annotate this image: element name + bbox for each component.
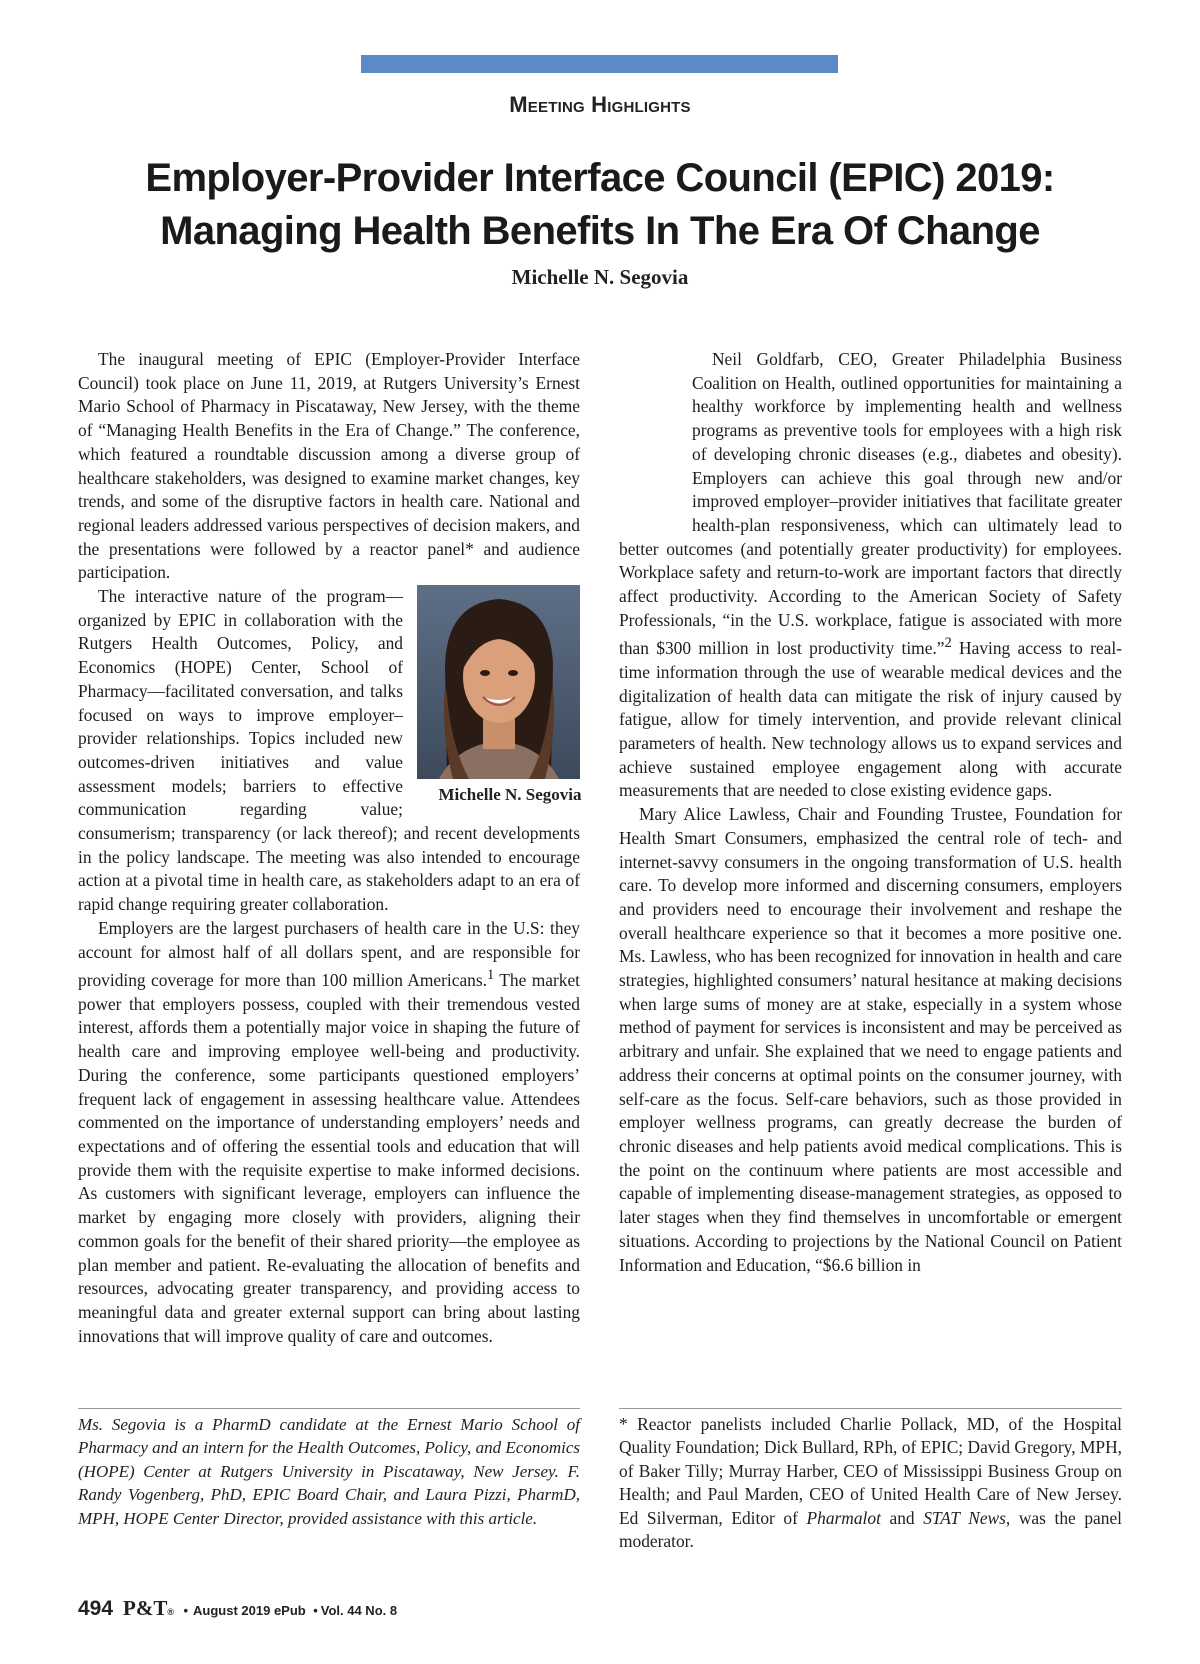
paragraph-goldfarb — [619, 348, 1122, 803]
reactor-footnote — [619, 1413, 1122, 1553]
footnote-rule-left — [78, 1408, 580, 1409]
paragraph-program — [78, 585, 580, 917]
volume-info: Vol. 44 No. 8 — [320, 1603, 398, 1618]
title-line-1: Employer-Provider Interface Council (EPIC) 2019: — [145, 156, 1055, 200]
page-footer — [78, 1596, 397, 1621]
paragraph-lawless: Mary Alice Lawless, Chair and Founding Trustee, Foundation for Health Smart Consumers, emphasized the central role of tech- and internet-savvy consumers in the ongoing transformation of U.S. health care. To develop more informed and discerning consumers, employers and providers need to encourage their involvement and reshape the overall healthcare experience so that it becomes a more positive one. Ms. Lawless, who has been recognized for innovation in health and care strategies, highlighted consumers’ natural hesitance at making decisions when large sums of money are at stake, especially in a system whose method of payment for services is inconsistent and may be perceived as arbitrary and unfair. She explained that we need to engage patients and address their concerns at optimal points on the consumer journey, with self-care as the focus. Self-care behaviors, such as those provided in employer wellness programs, can greatly decrease the burden of chronic diseases and help patients avoid medical complications. This is the point on the continuum where patients are most accessible and capable of implementing disease-management strategies, as opposed to later stages when they find themselves in uncomfortable or emergent situations. According to projections by the National Council on Patient Information and Education, “$6.6 billion in — [619, 804, 1122, 1275]
reference-marker: 2 — [944, 635, 952, 652]
section-label: Meeting Highlights — [509, 92, 691, 117]
right-column — [619, 348, 1122, 1277]
registered-mark: ® — [167, 1607, 175, 1617]
footnote-rule-right — [619, 1408, 1122, 1409]
reactor-footnote-and: and — [880, 1507, 924, 1528]
paragraph-employers-text-b: The market power that employers possess, coupled with their tremendous vested interest, affords them a potentially major voice in shaping the future of health care and improving employee well-being and productivity. During the conference, some participants questioned employers’ frequent lack of engagement in assessing healthcare value. Attendees commented on the importance of understanding employers’ needs and expectations and of offering the essential tools and education that will provide them with the requisite expertise to make informed decisions. As customers with significant leverage, employers can influence the market by engaging more closely with providers, aligning their common goals for the benefit of their shared priority—the employee as plan member and patient. Re-evaluating the allocation of benefits and resources, advocating greater transparency, and providing access to meaningful data and greater external support can bring about lasting innovations that will improve quality of care and outcomes. — [78, 970, 581, 1346]
reference-marker: 1 — [487, 967, 495, 984]
author-footnote: Ms. Segovia is a PharmD candidate at the Ernest Mario School of Pharmacy and an intern for the Health Outcomes, Policy, and Economics (HOPE) Center at Rutgers University in Piscataway, New Jersey. F. Randy Vogenberg, PhD, EPIC Board Chair, and Laura Pizzi, PharmD, MPH, HOPE Center Director, provided assistance with this article. — [78, 1415, 580, 1528]
photo-caption: Michelle N. Segovia — [438, 785, 582, 805]
author-byline: Michelle N. Segovia — [511, 265, 689, 289]
reactor-footnote-text-b: , was the panel moderator. — [619, 1507, 1123, 1552]
footer-separator: • — [183, 1603, 189, 1618]
paragraph-employers-text-a: Employers are the largest purchasers of health care in the U.S: they account for almost half of all dollars spent, and are responsible for providing coverage for more than 100 million Americans. — [78, 917, 580, 991]
accent-bar — [361, 55, 838, 73]
portrait-image — [417, 585, 580, 779]
paragraph-goldfarb-text-b: Having access to real-time information through the use of wearable medical devices and the digitalization of health data can mitigate the risk of injury caused by fatigue, allow for timely intervention, and provide relevant clinical parameters of health. New technology allows us to expand services and achieve sustained employee engagement along with accurate measurements that are needed to close existing evidence gaps. — [619, 638, 1122, 801]
publication-name: STAT News — [923, 1507, 1006, 1528]
issue-date: August 2019 ePub — [193, 1603, 306, 1618]
reactor-footnote-text-a: * Reactor panelists included Charlie Pollack, MD, of the Hospital Quality Foundation; Dick Bullard, RPh, of EPIC; David Gregory, MPH, of Baker Tilly; Murray Harber, CEO of Mississippi Business Group on Health; and Paul Marden, CEO of United Health Care of New Jersey. Ed Silverman, Editor of — [619, 1414, 1122, 1528]
page-number: 494 — [78, 1597, 114, 1620]
journal-name: P&T — [123, 1596, 168, 1620]
author-photo — [417, 585, 582, 805]
photo-wrap-space — [619, 348, 692, 533]
paragraph-intro: The inaugural meeting of EPIC (Employer-Provider Interface Council) took place on June 11, 2019, at Rutgers University’s Ernest Mario School of Pharmacy in Piscataway, New Jersey, with the theme of “Managing Health Benefits in the Era of Change.” The conference, which featured a roundtable discussion among a diverse group of healthcare stakeholders, was designed to examine market changes, key trends, and some of the disruptive factors in health care. National and regional leaders addressed various perspectives of decision makers, and the presentations were followed by a reactor panel* and audience participation. — [78, 349, 580, 583]
paragraph-goldfarb-text-a: Neil Goldfarb, CEO, Greater Philadelphia Business Coalition on Health, outlined opportunities for maintaining a healthy workforce by implementing health and wellness programs as preventive tools for employees with a high risk of developing chronic diseases (e.g., diabetes and obesity). Employers can achieve this goal through new and/or improved employer–provider initiatives that facilitate greater health-plan responsiveness, which can ultimately lead to better outcomes (and potentially greater productivity) for employees. Workplace safety and return-to-work are important factors that directly affect productivity. According to the American Society of Safety Professionals, “in the U.S. workplace, fatigue is associated with more than $300 million in lost productivity time.” — [619, 349, 1122, 659]
paragraph-employers — [78, 917, 580, 1348]
title-line-2: Managing Health Benefits In The Era Of Change — [160, 209, 1040, 253]
footer-separator: • — [313, 1603, 318, 1618]
publication-name: Pharmalot — [806, 1507, 881, 1528]
article-title — [60, 152, 1140, 258]
paragraph-program-text: The interactive nature of the program—organized by EPIC in collaboration with the Rutgers Health Outcomes, Policy, and Economics (HOPE) Center, School of Pharmacy—facilitated conversation, and talks focused on ways to improve employer–provider relationships. Topics included new outcomes-driven initiatives and value assessment models; barriers to effective communication regarding value; consumerism; transparency (or lack thereof); and recent developments in the policy landscape. The meeting was also intended to encourage action at a pivotal time in health care, as stakeholders adapt to an era of rapid change requiring greater collaboration. — [78, 586, 580, 915]
left-column — [78, 348, 580, 1348]
